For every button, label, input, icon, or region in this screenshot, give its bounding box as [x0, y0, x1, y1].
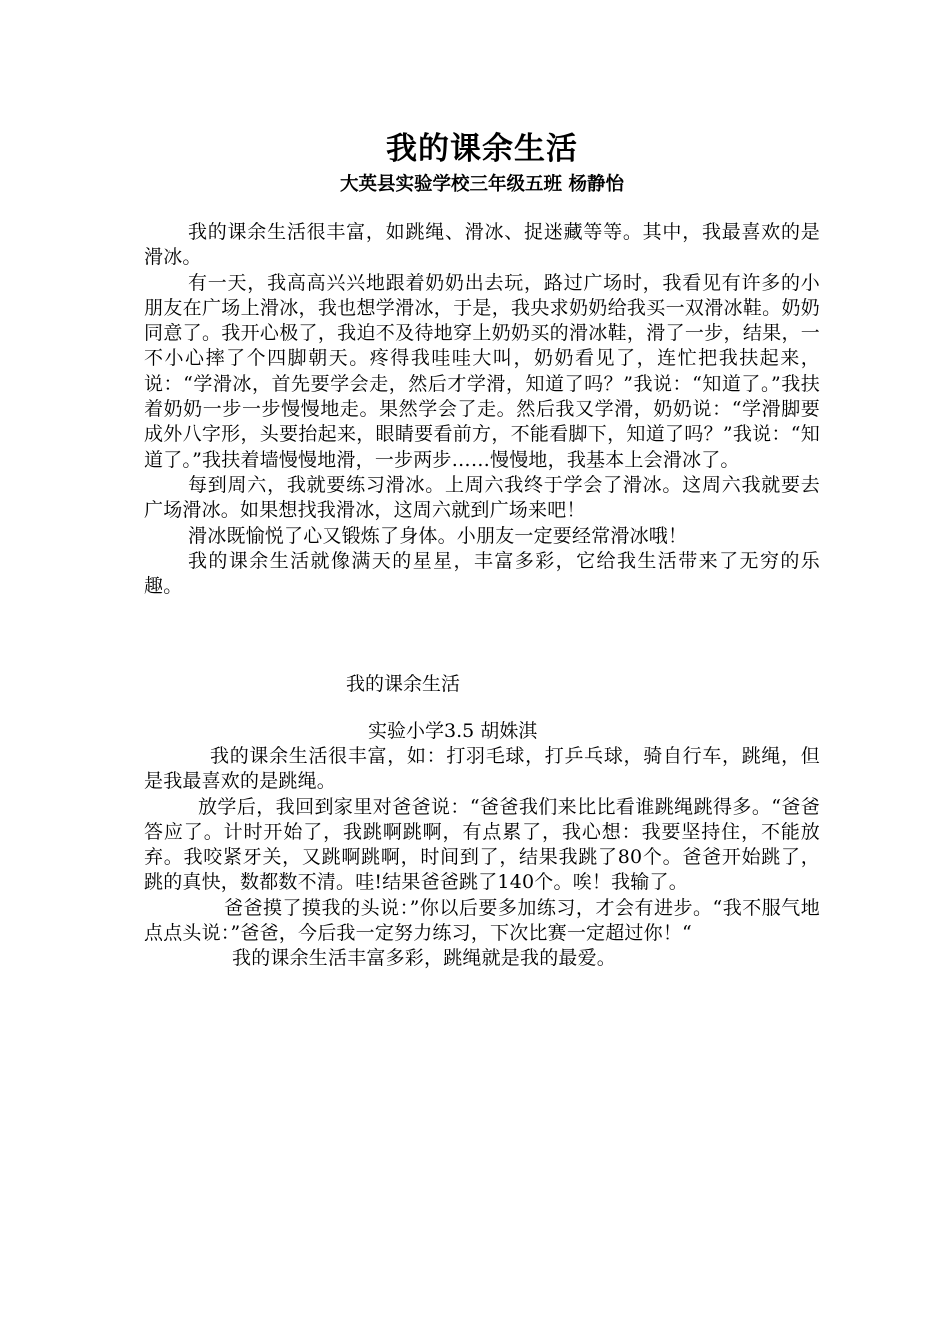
- essay-jump-rope: [144, 668, 820, 972]
- author-byline: 实验小学3.5 胡姝淇: [368, 720, 538, 742]
- essay-title: 我的课余生活: [346, 673, 461, 695]
- essay-title: 我的课余生活: [386, 131, 578, 167]
- paragraph: 我的课余生活就像满天的星星，丰富多彩，它给我生活带来了无穷的乐趣。: [144, 549, 820, 598]
- author-byline: 大英县实验学校三年级五班 杨静怡: [340, 174, 624, 195]
- paragraph: 放学后，我回到家里对爸爸说：“爸爸我们来比比看谁跳绳跳得多。“爸爸答应了。计时开始了，我跳啊跳啊，有点累了，我心想：我要坚持住，不能放弃。我咬紧牙关，又跳啊跳啊，时间到了，结果我跳了80个。爸爸开始跳了，跳的真快，数都数不清。哇!结果爸爸跳了140个。唉！我输了。: [144, 795, 820, 894]
- essay-skating: [144, 128, 820, 599]
- paragraph: 滑冰既愉悦了心又锻炼了身体。小朋友一定要经常滑冰哦！: [188, 524, 688, 547]
- paragraph: 每到周六，我就要练习滑冰。上周六我终于学会了滑冰。这周六我就要去广场滑冰。如果想找我滑冰，这周六就到广场来吧！: [144, 473, 820, 522]
- paragraph: 我的课余生活很丰富，如：打羽毛球，打乒乓球，骑自行车，跳绳，但是我最喜欢的是跳绳。: [144, 745, 820, 793]
- paragraph: 有一天，我高高兴兴地跟着奶奶出去玩，路过广场时，我看见有许多的小朋友在广场上滑冰，我也想学滑冰，于是，我央求奶奶给我买一双滑冰鞋。奶奶同意了。我开心极了，我迫不及待地穿上奶奶买的滑冰鞋，滑了一步，结果，一不小心摔了个四脚朝天。疼得我哇哇大叫，奶奶看见了，连忙把我扶起来，说：“学滑冰，首先要学会走，然后才学滑，知道了吗？”我说：“知道了。”我扶着奶奶一步一步慢慢地走。果然学会了走。然后我又学滑，奶奶说：“学滑脚要成外八字形，头要抬起来，眼睛要看前方，不能看脚下，知道了吗？”我说：“知道了。”我扶着墙慢慢地滑，一步两步……慢慢地，我基本上会滑冰了。: [144, 271, 820, 471]
- paragraph: 爸爸摸了摸我的头说：”你以后要多加练习，才会有进步。“我不服气地点点头说：”爸爸，今后我一定努力练习，下次比赛一定超过你！“: [144, 896, 820, 945]
- paragraph: 我的课余生活丰富多彩，跳绳就是我的最爱。: [232, 947, 617, 970]
- paragraph: 我的课余生活很丰富，如跳绳、滑冰、捉迷藏等等。其中，我最喜欢的是滑冰。: [144, 221, 820, 269]
